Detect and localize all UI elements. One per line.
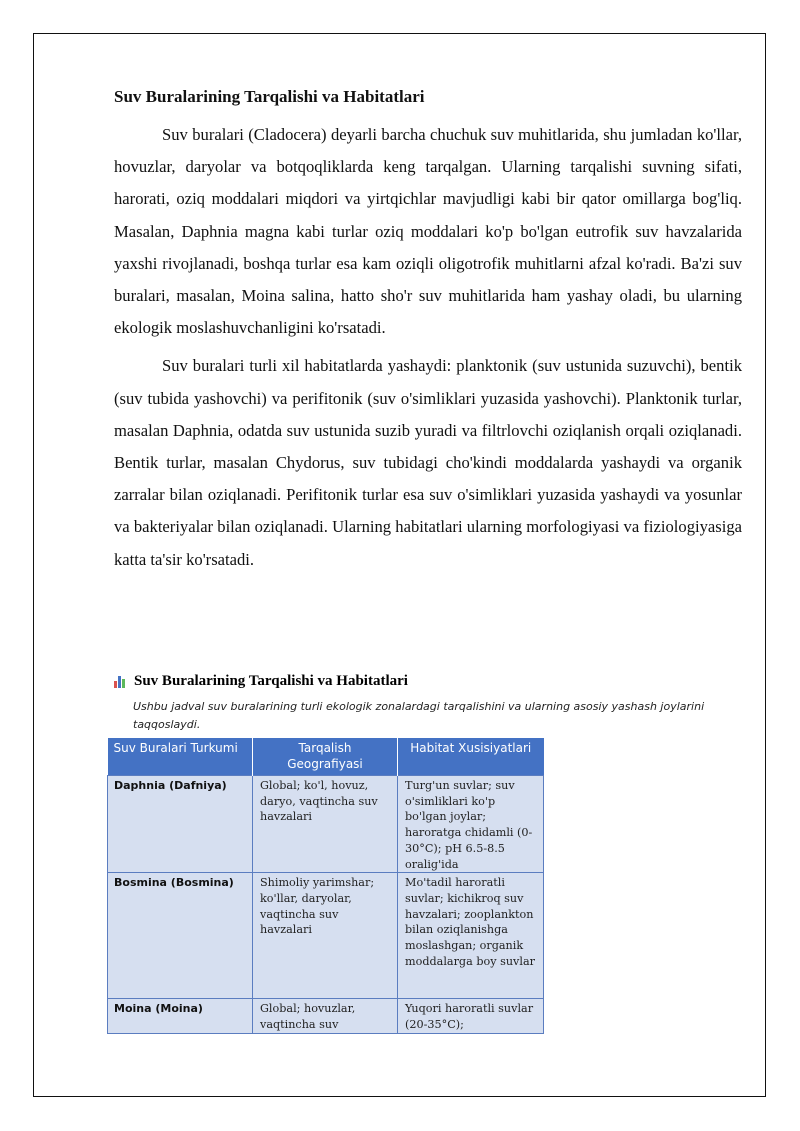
document-body	[114, 85, 742, 582]
table-row	[108, 776, 544, 873]
cell-species: Moina (Moina)	[108, 999, 253, 1033]
cell-species: Bosmina (Bosmina)	[108, 873, 253, 999]
cell-geography: Global; hovuzlar, vaqtincha suv	[253, 999, 398, 1033]
cell-geography: Shimoliy yarimshar; ko'llar, daryolar, vaqtincha suv havzalari	[253, 873, 398, 999]
table-caption: Ushbu jadval suv buralarining turli ekologik zonalardagi tarqalishini va ularning asosiy yashash joylarini taqqoslaydi.	[133, 700, 705, 731]
column-header: Habitat Xusisiyatlari	[398, 738, 544, 776]
column-header: Suv Buralari Turkumi	[108, 738, 253, 776]
table-row	[108, 999, 544, 1033]
cell-geography: Global; ko'l, hovuz, daryo, vaqtincha suv havzalari	[253, 776, 398, 873]
paragraph-distribution: Suv buralari (Cladocera) deyarli barcha chuchuk suv muhitlarida, shu jumladan ko'llar, hovuzlar, daryolar va botqoqliklarda keng tarqalgan. Ularning tarqalishi suvning sifati, harorati, oziq moddalari miqdori va yirtqichlar mavjudligi kabi bir qator omillarga bog'liq. Masalan, Daphnia magna kabi turlar oziq moddalari ko'p bo'lgan eutrofik suv havzalarida yaxshi rivojlanadi, boshqa turlar esa kam oziqli oligotrofik muhitlarni afzal ko'radi. Ba'zi suv buralari, masalan, Moina salina, hatto sho'r suv muhitlarida ham yashay oladi, bu ularning ekologik moslashuvchanligini ko'rsatadi.	[114, 125, 742, 338]
cell-habitat: Yuqori haroratli suvlar (20-35°C);	[398, 999, 544, 1033]
table-header-row	[108, 738, 544, 776]
cell-habitat: Turg'un suvlar; suv o'simliklari ko'p bo'lgan joylar; haroratga chidamli (0-30°C); pH 6.5-8.5 oralig'ida	[398, 776, 544, 873]
data-table	[107, 738, 544, 1034]
table-section	[114, 670, 744, 1034]
bar-chart-icon	[114, 675, 128, 688]
cell-habitat: Mo'tadil haroratli suvlar; kichikroq suv havzalari; zooplankton bilan oziqlanishga moslashgan; organik moddalarga boy suvlar	[398, 873, 544, 999]
cell-species: Daphnia (Dafniya)	[108, 776, 253, 873]
table-heading-text: Suv Buralarining Tarqalishi va Habitatlari	[134, 672, 408, 689]
paragraph-habitats: Suv buralari turli xil habitatlarda yashaydi: planktonik (suv ustunida suzuvchi), bentik (suv tubida yashovchi) va perifitonik (suv o'simliklari yuzasida yashovchi). Planktonik turlar, masalan Daphnia, odatda suv ustunida suzib yuradi va filtrlovchi oziqlanish orqali oziqlanadi. Bentik turlar, masalan Chydorus, suv tubidagi cho'kindi moddalarda yashaydi va organik zarralar bilan oziqlanadi. Perifitonik turlar esa suv o'simliklari yuzasida yashaydi va yosunlar va bakteriyalar bilan oziqlanadi. Ularning habitatlari ularning morfologiyasi va fiziologiyasiga katta ta'sir ko'rsatadi.	[114, 356, 742, 569]
section-title: Suv Buralarining Tarqalishi va Habitatlari	[114, 87, 425, 106]
table-heading	[114, 670, 744, 692]
table-row	[108, 873, 544, 999]
column-header: Tarqalish Geografiyasi	[253, 738, 398, 776]
